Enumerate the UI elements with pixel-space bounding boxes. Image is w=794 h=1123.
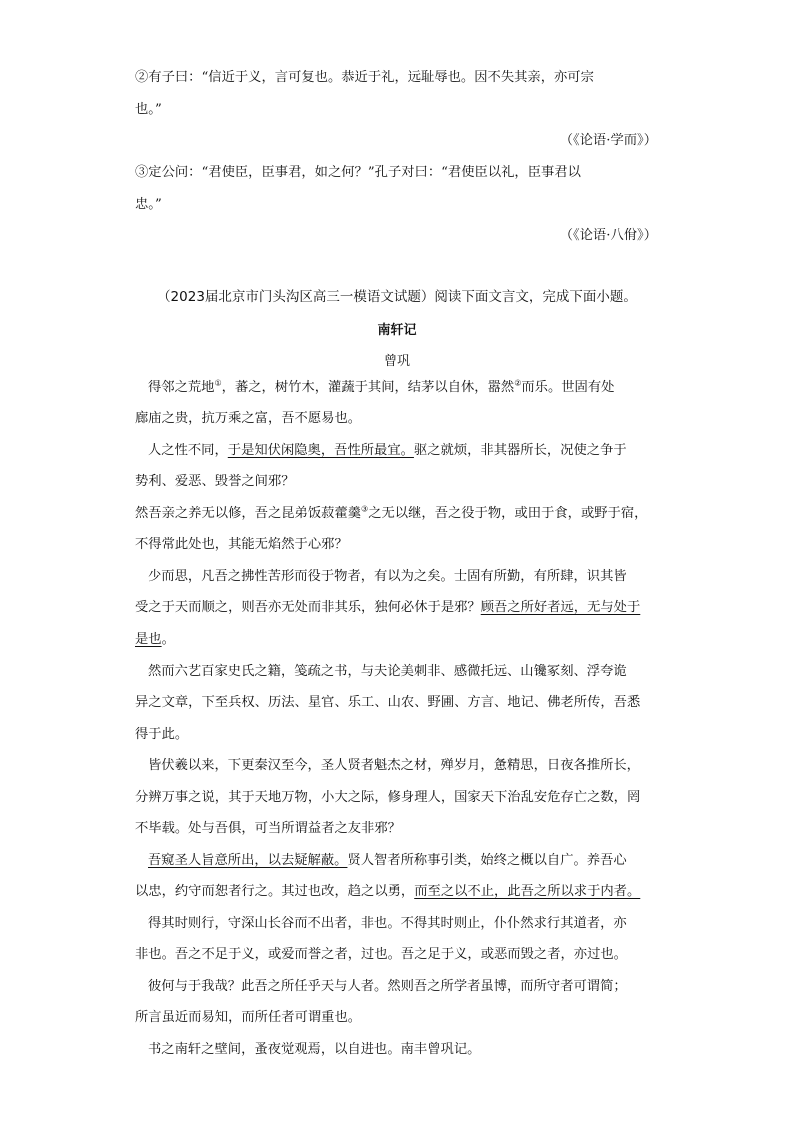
question-heading: （2023届北京市门头沟区高三一模语文试题）阅读下面文言文，完成下面小题。 [157, 289, 637, 305]
footnote-3-marker: ③ [361, 504, 369, 514]
para-9-line-2: 所言虽近而易知，而所任者可谓重也。 [135, 1010, 362, 1025]
text: 得邻之荒地 [148, 380, 215, 395]
text: 。 [161, 632, 175, 647]
para-4-line-1: 少而思，凡吾之拂性苦形而役于物者，有以为之矣。士固有所勤，有所肆，识其皆 [148, 569, 627, 584]
underlined-sentence-3: 吾窥圣人旨意所出，以去疑解蔽。 [148, 853, 348, 868]
quote-2-line-1: ②有子曰：“信近于义，言可复也。恭近于礼，远耻辱也。因不失其亲，亦可宗 [135, 70, 594, 85]
underlined-sentence-2-end: 是也 [135, 632, 162, 647]
quote-3-source: （《论语·八佾》） [559, 228, 657, 243]
para-5-line-2: 异之文章，下至兵权、历法、星官、乐工、山农、野圃、方言、地记、佛老所传，吾悉 [135, 695, 641, 710]
footnote-1-marker: ① [214, 378, 222, 388]
para-1-line-2: 廊庙之贵，抗万乘之富，吾不愿易也。 [135, 411, 362, 426]
para-3-line-1 [135, 504, 647, 524]
text: 而乐。世固有处 [521, 380, 615, 395]
text: 驱之就烦，非其器所长，况使之争于 [413, 443, 627, 458]
para-4-line-3 [135, 630, 175, 650]
quote-2-source: （《论语·学而》） [559, 133, 657, 148]
para-7-line-2 [135, 882, 640, 902]
para-5-line-1: 然而六艺百家史氏之籍，笺疏之书，与夫论美刺非、感微托远、山镵冢刻、浮夸诡 [148, 664, 627, 679]
para-1-line-1 [148, 378, 614, 398]
underlined-sentence-2: 顾吾之所好者远，无与处于 [480, 600, 641, 615]
para-6-line-3: 不毕载。处与吾俱，可当所谓益者之友非邪？ [135, 821, 401, 836]
para-3-line-2: 不得常此处也，其能无焰然于心邪？ [135, 537, 348, 552]
para-8-line-2: 非也。吾之不足于义，或爱而誉之者，过也。吾之足于义，或恶而毁之者，亦过也。 [135, 947, 627, 962]
text: 然吾亲之养无以修，吾之昆弟饭菽藿羹 [135, 506, 362, 521]
para-2-line-1 [148, 441, 627, 461]
para-9-line-1: 彼何与于我哉？此吾之所任乎天与人者。然则吾之所学者虽博，而所守者可谓简； [148, 979, 627, 994]
para-8-line-1: 得其时则行，守深山长谷而不出者，非也。不得其时则止，仆仆然求行其道者，亦 [148, 916, 627, 931]
text: 之无以继，吾之役于物，或田于食，或野于宿， [368, 506, 648, 521]
essay-title: 南轩记 [377, 323, 417, 338]
para-10-line-1: 书之南轩之壁间，蚤夜觉观焉，以自进也。南丰曾巩记。 [148, 1042, 481, 1057]
text: 受之于天而顺之，则吾亦无处而非其乐，独何必休于是邪？ [135, 600, 481, 615]
text: 以忠，约守而恕者行之。其过也改，趋之以勇， [135, 884, 415, 899]
footnote-2-marker: ② [514, 378, 522, 388]
para-6-line-1: 皆伏羲以来，下更秦汉至今，圣人贤者魁杰之材，殚岁月，惫精思，日夜各推所长， [148, 758, 640, 773]
underlined-sentence-4: 而至之以不止，此吾之所以求于内者。 [414, 884, 641, 899]
underlined-sentence-1: 于是知伏闲隐奥，吾性所最宜。 [227, 443, 414, 458]
quote-3-line-1: ③定公问：“君使臣，臣事君，如之何？”孔子对曰：“君使臣以礼，臣事君以 [135, 165, 581, 180]
para-7-line-1 [148, 851, 627, 871]
para-4-line-2 [135, 598, 640, 618]
para-5-line-3: 得于此。 [135, 727, 189, 742]
essay-author: 曾巩 [383, 354, 410, 369]
quote-3-line-2: 忠。” [135, 197, 162, 212]
para-2-line-2: 势利、爱恶、毁誉之间邪？ [135, 474, 295, 489]
text: 贤人智者所称事引类，始终之概以自广。养吾心 [347, 853, 627, 868]
text: 人之性不同， [148, 443, 228, 458]
para-6-line-2: 分辨万事之说，其于天地万物，小大之际，修身理人，国家天下治乱安危存亡之数，罔 [135, 790, 641, 805]
text: ，蕃之，树竹木，灌蔬于其间，结茅以自休，嚣然 [221, 380, 515, 395]
quote-2-line-2: 也。” [135, 102, 162, 117]
